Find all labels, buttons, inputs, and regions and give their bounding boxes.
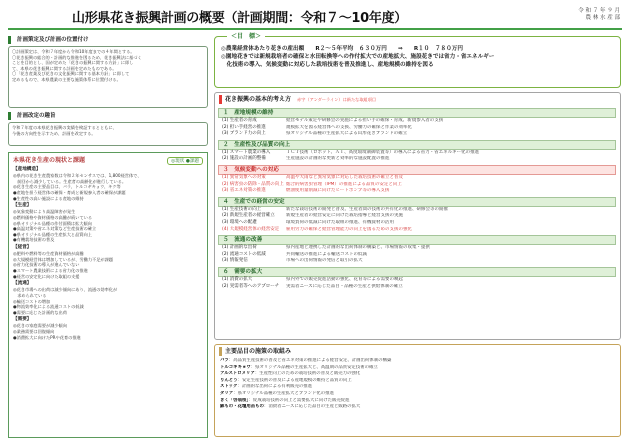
policy-row-value: 新たな栽培技術の開発と普及、生産者間の技術の共有化の推進、研修会等の開催 <box>286 206 448 212</box>
current-heading: 計画改定の趣旨 <box>8 112 208 120</box>
policy-row-value: 県オリジナル品種の生産拡大による山形花きブランドの確立 <box>286 131 408 137</box>
plan-body <box>8 46 208 108</box>
issue-group <box>13 167 203 201</box>
policy-row-key: (2) 流通コストの低減 <box>222 251 266 257</box>
issue-line: ◎大規模経営体は増加しているが、労働力不足が課題 <box>13 256 113 262</box>
plan-line: 定めるもので、本県農業の主要な施策体系に位置付ける。 <box>12 76 121 82</box>
plan-line: て、本県の花き振興に関する計画を定めたものである。 <box>12 65 117 71</box>
issue-group-title: 【流通】 <box>13 281 32 287</box>
issue-line: ●経営の安定化に向けた取組の支援 <box>13 273 80 279</box>
items-box <box>214 344 621 437</box>
policy-row-value: 環境負荷の低減に向けた取組の推進、有機資材の活用 <box>286 219 394 225</box>
issue-line: ●物流効率化による流通コストの低減 <box>13 304 84 310</box>
policy-category-title: ５ 流通の改善 <box>218 235 616 245</box>
policy-row <box>218 175 617 182</box>
issue-line: ●高温対策や省エネ対策など生産技術の確立 <box>13 226 97 232</box>
issue-group-title: 【需要】 <box>13 317 32 323</box>
issue-line: ●県オリジナル品種の生産拡大と品質向上 <box>13 231 92 237</box>
issue-group <box>13 281 203 315</box>
policy-row <box>218 182 617 189</box>
policy-row-key: (2) 実需者等へのアプローチ <box>222 283 280 289</box>
policy-row-value: 規模拡大を図る経営体への支援、労働力の確保と作業の効率化 <box>286 124 412 130</box>
issue-line: ●有機栽培技術の普及 <box>13 237 55 243</box>
policy-row-key: (3) 環境への配慮 <box>222 219 257 225</box>
item-text: ：計画的な出荷による有利販売の推進 <box>237 384 313 390</box>
issue-group <box>13 245 203 279</box>
goal-label: ＜目 標＞ <box>227 31 265 40</box>
issue-group <box>13 203 203 243</box>
issue-line: ◎業務需要は回復傾向 <box>13 329 55 335</box>
policy-row-key: (1) スマート農業の導入 <box>222 149 271 155</box>
policy-row <box>218 118 617 125</box>
policy-row-value: 燃油使用量削減に向けたヒートポンプ等の導入支援 <box>286 188 390 194</box>
issue-line: ◎花き生産の主要品目は、バラ、トルコギキョウ、キク等 <box>13 184 121 190</box>
item-row <box>220 384 615 391</box>
policy-row-key: (1) 生産技術の向上 <box>222 206 262 212</box>
issue-line: ●生産性の高い施設による産地の維持 <box>13 195 84 201</box>
current-line: 令和７年度の本県花き振興の実績を検証するとともに、 <box>12 125 117 130</box>
policy-row <box>218 227 617 234</box>
plan-line: ことを目的とし、国が定めた「花きの振興に関する方針」に即し <box>12 60 134 66</box>
policy-row-value: 高温や大雨など異常気象に対応した栽培技術の確立と普及 <box>286 174 403 180</box>
issue-line: ◎燃料価格や資材価格の高騰が続いている <box>13 214 93 220</box>
policy-row-key: (1) 異常気象への対策 <box>222 174 266 180</box>
item-name: 鉢もの・花壇用苗もの <box>220 404 264 410</box>
policy-row-key: (3) 省エネ対策の推進 <box>222 188 266 194</box>
issues-legend: ◎現状 ●課題 <box>167 157 203 165</box>
policy-row-key: (4) 大規模経営体の経営安定 <box>222 226 280 232</box>
policy-row-key: (2) 担い手経営の推進 <box>222 124 266 130</box>
policy-row <box>218 258 617 265</box>
policy-row-value: 雇用労力の確保と経営管理能力の向上を図るための支援の強化 <box>286 226 412 232</box>
policy-row-value: 共同輸送の推進による輸送コストの低減 <box>286 251 367 257</box>
item-text: ：促成栽培技術の向上と需要拡大に向けた販売促進 <box>248 397 350 403</box>
current-section <box>8 112 208 146</box>
issue-group <box>13 317 203 340</box>
issue-groups <box>13 167 203 340</box>
issue-line: 求められている <box>13 292 47 298</box>
items-header <box>215 345 620 358</box>
policy-row-key: (3) ブランド力の向上 <box>222 131 266 137</box>
policy-row-key: (2) 施設の計画的整備 <box>222 156 266 162</box>
policy-row-value: 新規生産者の経営安定に向けた栽培指導と経営支援の実施 <box>286 213 403 219</box>
policy-row <box>218 188 617 195</box>
policy-row <box>218 252 617 259</box>
policy-category-title: ２ 生産性及び品質の向上 <box>218 140 616 150</box>
item-text: ：県オリジナル品種の生産拡大とブランド化の推進 <box>233 390 334 396</box>
policy-row-value: 実需者ニーズに応じた品目・品種の生産と供給体制の確立 <box>286 283 403 289</box>
issue-line: ●消費拡大に向けたPRや花育の推進 <box>13 334 81 340</box>
item-rows <box>215 358 620 411</box>
current-line: 今後の方向性を示すため、計画を改定する。 <box>12 130 96 136</box>
issue-line: ◎気象変動により高温障害が発生 <box>13 209 76 215</box>
issue-line: ●産地を担う経営体の確保・育成と新規参入者の確保が課題 <box>13 189 126 195</box>
item-text: ：高品質生産技術の普及と省エネ対策の推進による経営安定、計画出荷体制の構築 <box>228 358 392 363</box>
policy-row-key: (1) 消費の拡大 <box>222 276 253 282</box>
policy-row-value: 経営モデル策定や研修会の実施による担い手の確保・育成、新規参入者の支援 <box>286 118 444 123</box>
item-text: ：安定生産技術の普及による産地規模の維持と品質の向上 <box>237 377 352 383</box>
policy-row <box>218 156 617 163</box>
plan-line: 〇花き振興の総合的・計画的な推進を図るため、花き振興法に基づく <box>12 54 142 60</box>
policy-row <box>218 150 617 157</box>
item-text: ：県オリジナル品種の生産拡大と、高温期の品質安定技術の確立 <box>250 364 378 370</box>
issue-line: ◎花きの家庭需要が減少傾向 <box>13 323 67 329</box>
issue-line: ◎県内の花き生産農家数は令和２年センサスでは、1,800経営体で、 <box>13 173 142 179</box>
plan-line: 〇「花き産業及び花きの文化振興に関する基本方針」に即して <box>12 71 130 77</box>
issues-header <box>13 156 203 165</box>
title-underline <box>8 28 622 30</box>
policy-row-value: 総合的病害虫管理（IPM）の推進による品質の安定と向上 <box>286 181 402 187</box>
issue-line: ◎輸送コストの増加 <box>13 298 51 304</box>
item-name: りんどう <box>220 377 238 383</box>
policy-row-key: (3) 情報発信 <box>222 258 248 264</box>
issue-line: ◎花き市場への出荷は減少傾向にあり、流通の効率化が <box>13 287 118 293</box>
dept-text: 農 林 水 産 部 <box>585 15 620 21</box>
policy-row-key: (1) 計画的な出荷 <box>222 245 257 251</box>
plan-line: 〇計画策定は、令和７年度から令和10年度までの４年間とする。 <box>12 49 135 54</box>
policy-row <box>218 207 617 214</box>
policy-category-title: ４ 生産での経営の安定 <box>218 197 616 207</box>
item-name: バラ <box>220 358 229 363</box>
item-name: アルストロメリア <box>220 371 255 377</box>
policy-row <box>218 245 617 252</box>
item-row <box>220 404 615 411</box>
policy-category-title: １ 産地規模の維持 <box>218 108 616 118</box>
item-row <box>220 365 615 372</box>
goal-box <box>214 33 621 88</box>
policy-heading: 花き振興の基本的考え方 <box>219 95 291 104</box>
policy-category-title: ３ 気候変動への対応 <box>218 165 616 175</box>
policy-row-key: (2) 病害虫の防除・品質の向上 <box>222 181 284 187</box>
date-block <box>578 8 620 22</box>
issue-group-title: 【産地構造】 <box>13 167 41 172</box>
issue-line: ●スマート農業技術による省力化の推進 <box>13 267 88 273</box>
policy-row <box>218 277 617 284</box>
policy-box <box>214 92 621 340</box>
item-text: ：生産性向上のための栽培技術の普及と販売力の強化 <box>254 371 361 377</box>
plan-heading: 計画策定及び計画の位置付け <box>8 36 208 44</box>
page-title: 山形県花き振興計画の概要（計画期間：令和７〜10年度） <box>72 11 407 26</box>
issues-section <box>8 152 208 438</box>
item-name: きく「啓翁桜」 <box>220 397 249 403</box>
goal-line-3: 化技術の導入、気候変動に対応した栽培技術を普及推進し、産地規模の維持を図る <box>221 62 434 68</box>
policy-row-value: ＩＣＴ技術（ロボット、ＡＩ、高度環境制御装置等）の導入による省力・省エネルギー化の推進 <box>286 149 480 155</box>
policy-row <box>218 131 617 138</box>
current-body <box>8 122 208 146</box>
policy-row-key: (1) 生産者の育成 <box>222 118 257 123</box>
issues-heading: 本県花き生産の現状と課題 <box>13 157 86 164</box>
policy-row-value: 市場への出荷情報の発信と取引の拡大 <box>286 258 363 264</box>
item-text: ：消費者ニーズに応じた品目の生産と販路の拡大 <box>263 404 361 410</box>
item-name: ストック <box>220 384 238 390</box>
issue-line: ◎省力化技術の導入が進んでいない <box>13 262 80 268</box>
item-row <box>220 378 615 385</box>
date-text: 令 和 ７ 年 ９ 月 <box>578 8 620 14</box>
policy-category-title: ６ 需要の拡大 <box>218 267 616 277</box>
issue-line: 前回から減少している。生産者の高齢化が進行している。 <box>13 178 127 184</box>
goal-line-2: ◎園地花きでは新規栽培者の確保と水田転換等への作付拡大での産地拡大、施設花きでは省力・省エネルギー <box>221 54 495 60</box>
policy-row <box>218 220 617 227</box>
item-name: トルコギキョウ <box>220 364 251 370</box>
items-heading: 主要品目の施策の取組み <box>219 347 616 356</box>
item-row <box>220 371 615 378</box>
item-row <box>220 391 615 398</box>
issue-group-title: 【経営】 <box>13 244 32 250</box>
issue-group-title: 【生産】 <box>13 203 32 209</box>
policy-row-value: 県内外での販売促進活動の強化、花育等による需要の喚起 <box>286 276 403 282</box>
policy-row-value: 県内産地と連携した計画的な出荷体制の構築と、市場情報の収集・提供 <box>286 245 430 251</box>
policy-row <box>218 284 617 291</box>
issue-line: ◎肥料や燃料等の生産資材価格が高騰 <box>13 251 84 257</box>
plan-section <box>8 36 208 108</box>
policy-note: 赤字（アンダーライン）は新たな取組項目 <box>297 96 377 102</box>
goal-line-1: ◎農業経営体あたり花きの産出額 R２〜５年平均 ６３０万円 ⇒ R１０ ７８０万円 <box>221 46 463 52</box>
policy-row <box>218 125 617 132</box>
item-row <box>220 358 615 365</box>
policy-categories <box>215 108 620 290</box>
item-name: ダリア <box>220 390 234 396</box>
policy-row <box>218 213 617 220</box>
issue-line: ●需要に応じた計画的な出荷 <box>13 309 67 315</box>
policy-row-key: (2) 新規生産者の経営確立 <box>222 213 275 219</box>
policy-row-value: 生産施設の計画的な更新と効率的な施設配置の推進 <box>286 156 390 162</box>
issue-line: ◎県オリジナル品種の作付面積は拡大傾向 <box>13 220 92 226</box>
item-row <box>220 398 615 405</box>
policy-header <box>215 93 620 106</box>
